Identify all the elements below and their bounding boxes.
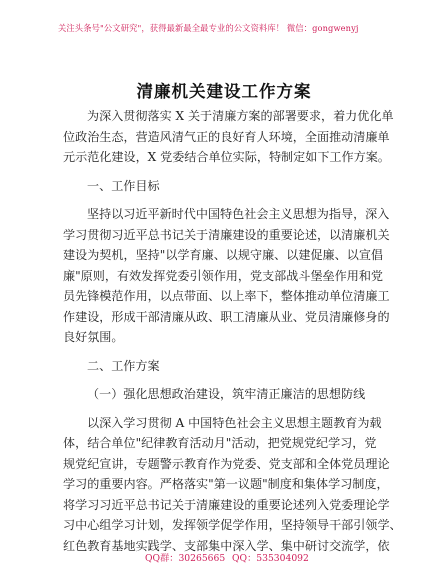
subsection1-line: 规党纪宣讲，专题警示教育作为党委、党支部和全体党员理论	[63, 456, 390, 471]
section1-line: 坚持以习近平新时代中国特色社会主义思想为指导，深入	[87, 207, 390, 221]
subsection1-line: 以深入学习贯彻 A 中国特色社会主义思想主题教育为载	[87, 415, 382, 430]
subsection1-line: 将学习习近平总书记关于清廉建设的重要论述列入党委理论学	[63, 497, 390, 512]
section1-heading: 一、工作目标	[87, 178, 160, 193]
section1-line: 建设为契机，坚持"以学育廉、以规守廉、以建促廉、以宣倡	[63, 248, 384, 262]
section1-line: 良好氛围。	[63, 330, 124, 344]
section1-line: 廉"原则，有效发挥党委引领作用，党支部战斗堡垒作用和党	[63, 268, 384, 283]
section1-line: 员先锋模范作用，以点带面、以上率下，整体推动单位清廉工	[63, 289, 390, 303]
intro-line: 为深入贯彻落实 X 关于清廉方案的部署要求，着力优化单	[87, 109, 394, 123]
intro-line: 元示范化建设，X 党委结合单位实际，特制定如下工作方案。	[63, 150, 390, 164]
section1-line: 学习贯彻习近平总书记关于清廉建设的重要论述，以清廉机关	[63, 227, 390, 242]
subsection1-line: 习中心组学习计划，发挥领学促学作用，坚持领导干部引领学、	[63, 518, 402, 532]
section2-heading: 二、工作方案	[87, 358, 160, 373]
intro-line: 位政治生态，营造风清气正的良好育人环境，全面推动清廉单	[63, 129, 390, 144]
subsection1-line: 体，结合单位"纪律教育活动月"活动，把党规党纪学习，党	[63, 436, 377, 450]
footer-qq: QQ：535304092	[232, 553, 309, 564]
subsection1-line: 红色教育基地实践学、支部集中深入学、集中研讨交流学，依	[63, 538, 390, 553]
subsection1-line: 学习的重要内容。严格落实"第一议题"制度和集体学习制度，	[63, 477, 389, 491]
footer-qq-group: QQ群：30265665	[145, 553, 226, 564]
header-promo-note: 关注头条号"公文研究"，获得最新最全最专业的公文资料库！ 微信：gongwenyj	[58, 23, 359, 33]
subsection1-heading: （一）强化思想政治建设，筑牢清正廉洁的思想防线	[87, 387, 366, 401]
section1-line: 作建设，形成干部清廉从政、职工清廉从业、党员清廉修身的	[63, 309, 390, 324]
document-title: 清廉机关建设工作方案	[136, 82, 312, 101]
document-body	[63, 106, 402, 556]
